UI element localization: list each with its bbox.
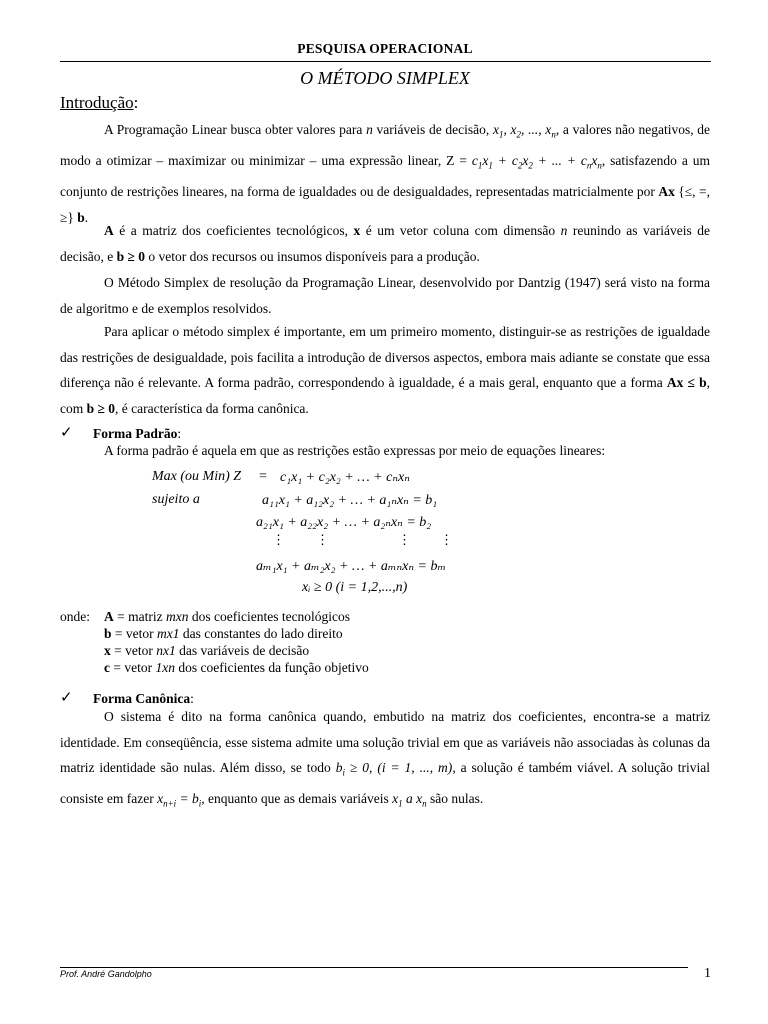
introduction-heading xyxy=(60,93,138,113)
constraint-row-m: aₘ₁x₁ + aₘ₂x₂ + … + aₘₙxₙ = bₘ xyxy=(256,559,447,574)
vdots-col-1: ⋮ xyxy=(272,532,285,547)
checkmark-icon: ✓ xyxy=(60,690,73,706)
intro-paragraph-1: A Programação Linear busca obter valores para n variáveis de decisão, $x_1$, $x_2$, ..., $x_n$, a valores não negativos, de modo a otimizar – maximizar ou minimizar – uma expressão linear, $Z = c_1x_1 + c_2x_2$ + ... + $c_nx_n$, satisfazendo a um conjunto de restrições lineares, na forma de igualdades ou de desigualdades, representadas matricialmente por Ax {≤, =, ≥} b. xyxy=(60,122,711,225)
constraint-row-2: a₂₁x₁ + a₂₂x₂ + … + a₂ₙxₙ = b₂ xyxy=(256,515,432,530)
objective-equals: = xyxy=(259,469,267,484)
vdots-col-3: ⋮ xyxy=(398,532,411,547)
header-divider xyxy=(60,61,711,62)
vdots-col-2: ⋮ xyxy=(316,532,329,547)
forma-canonica-paragraph: O sistema é dito na forma canônica quando, embutido na matriz dos coeficientes, encontra-se a matriz identidade. Em conseqüência, esse sistema admite uma solução trivial em que as variáveis não associadas às colunas da matriz identidade são nulas. Além disso, se todo $b_i \ge 0$, (i = 1, ..., m), a solução é também viável. A solução trivial consiste em fazer $x_{n+i} = b_i$, enquanto que as demais variáveis $x_1$ a $x_n$ são nulas. xyxy=(60,709,710,809)
constraint-row-1: a₁₁x₁ + a₁₂x₂ + … + a₁ₙxₙ = b₁ xyxy=(262,493,438,508)
intro-paragraph-4: Para aplicar o método simplex é importante, em um primeiro momento, distinguir-se as restrições de igualdade das restrições de desigualdade, pois facilita a introdução de diversos aspectos, embora mais adiante se constate que essa diferença não é relevante. A forma padrão, correspondendo à igualdade, é a mais geral, enquanto que a forma Ax ≤ b, com b ≥ 0, é característica da forma canônica. xyxy=(60,324,710,416)
footer-divider xyxy=(60,967,688,968)
intro-paragraph-3: O Método Simplex de resolução da Programação Linear, desenvolvido por Dantzig (1947) será visto na forma de algoritmo e de exemplos resolvidos. xyxy=(60,275,710,316)
definition-row-A: onde: A = matriz mxn dos coeficientes tecnológicos xyxy=(60,609,351,624)
footer-author: Prof. André Gandolpho xyxy=(60,969,152,979)
non-negativity-constraint: xᵢ ≥ 0 (i = 1,2,...,n) xyxy=(302,580,408,595)
definition-row-c: c = vetor 1xn dos coeficientes da função objetivo xyxy=(104,660,369,675)
introduction-heading-text: Introdução xyxy=(60,93,134,112)
vdots-col-4: ⋮ xyxy=(440,532,453,547)
objective-expression: c₁x₁ + c₂x₂ + … + cₙxₙ xyxy=(280,470,410,485)
definitions-list xyxy=(60,608,369,676)
definition-row-x: x = vetor nx1 das variáveis de decisão xyxy=(104,643,310,658)
forma-padrao-description: A forma padrão é aquela em que as restrições estão expressas por meio de equações lineares: xyxy=(104,443,606,458)
forma-padrao-heading: Forma Padrão: xyxy=(93,426,182,441)
definition-row-b: b = vetor mx1 das constantes do lado direito xyxy=(104,626,343,641)
document-title: O MÉTODO SIMPLEX xyxy=(300,68,470,88)
intro-paragraph-2: A é a matriz dos coeficientes tecnológicos, x é um vetor coluna com dimensão n reunindo as variáveis de decisão, e b ≥ 0 o vetor dos recursos ou insumos disponíveis para a produção. xyxy=(60,223,711,264)
course-title: PESQUISA OPERACIONAL xyxy=(297,41,473,56)
subject-to-label: sujeito a xyxy=(152,492,200,507)
forma-canonica-heading: Forma Canônica: xyxy=(93,691,194,706)
checkmark-icon: ✓ xyxy=(60,425,73,441)
objective-label: Max (ou Min) Z xyxy=(152,469,242,484)
page-number: 1 xyxy=(704,966,711,981)
introduction-heading-colon: : xyxy=(133,93,139,112)
